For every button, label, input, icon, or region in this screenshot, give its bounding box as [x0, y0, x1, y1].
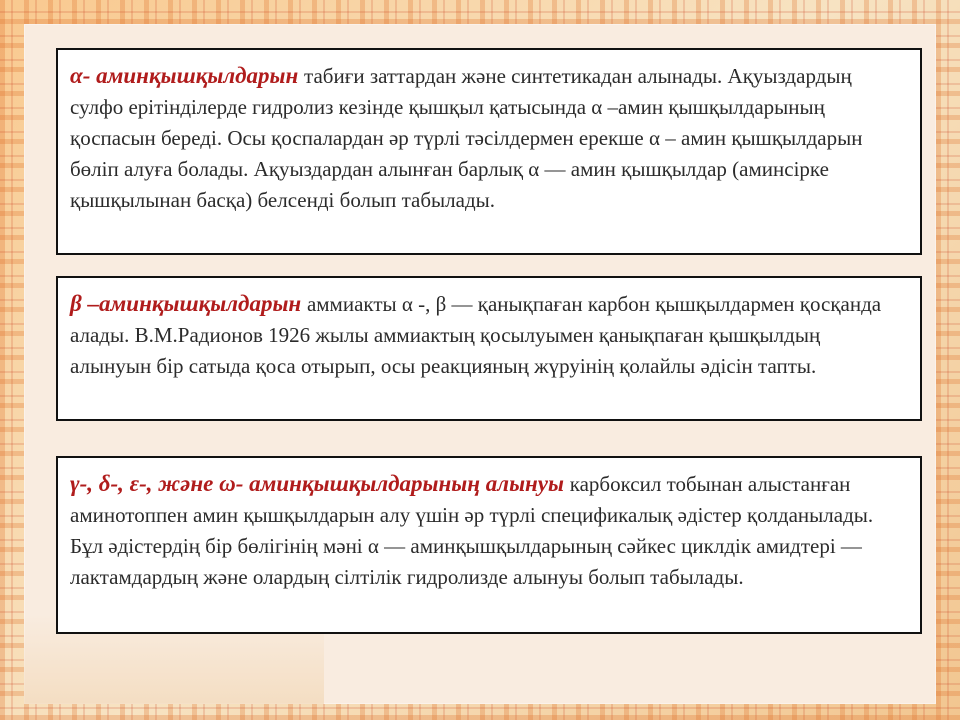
alpha-text: табиғи заттардан және синтетикадан алынады. Ақуыздардың сулфо ерітінділерде гидролиз кезінде қышқыл қатысында α –амин қышқылдарының қоспасын береді. Осы қоспалардан әр түрлі тәсілдермен ерекше α – амин қышқылдарын бөліп алуға болады. Ақуыздардан алынған барлық α — амин қышқылдар (аминсірке қышқылынан басқа) белсенді болып табылады. — [70, 64, 863, 212]
beta-heading: β –аминқышқылдарын — [70, 291, 307, 316]
text-box-beta — [56, 276, 922, 421]
slide-panel — [24, 24, 936, 704]
gamma-heading: γ-, δ-, ε-, және ω- аминқышқылдарының алынуы — [70, 471, 570, 496]
text-box-gamma — [56, 456, 922, 634]
text-box-alpha — [56, 48, 922, 255]
beta-text: аммиакты α -, β — қанықпаған карбон қышқылдармен қосқанда алады. В.М.Радионов 1926 жылы аммиактың қосылуымен қанықпаған қышқылдың алынуын бір сатыда қоса отырып, осы реакцияның жүруінің қолайлы әдісін тапты. — [70, 292, 882, 378]
gamma-text: карбоксил тобынан алыстанған аминотоппен амин қышқылдарын алу үшін әр түрлі спецификалық әдістер қолданылады. Бұл әдістердің бір бөлігінің мәні α — аминқышқылдарының сәйкес циклдік амидтері — лактамдардың және олардың сілтілік гидролизде алынуы болып табылады. — [70, 472, 874, 589]
alpha-heading: α- аминқышқылдарын — [70, 63, 305, 88]
